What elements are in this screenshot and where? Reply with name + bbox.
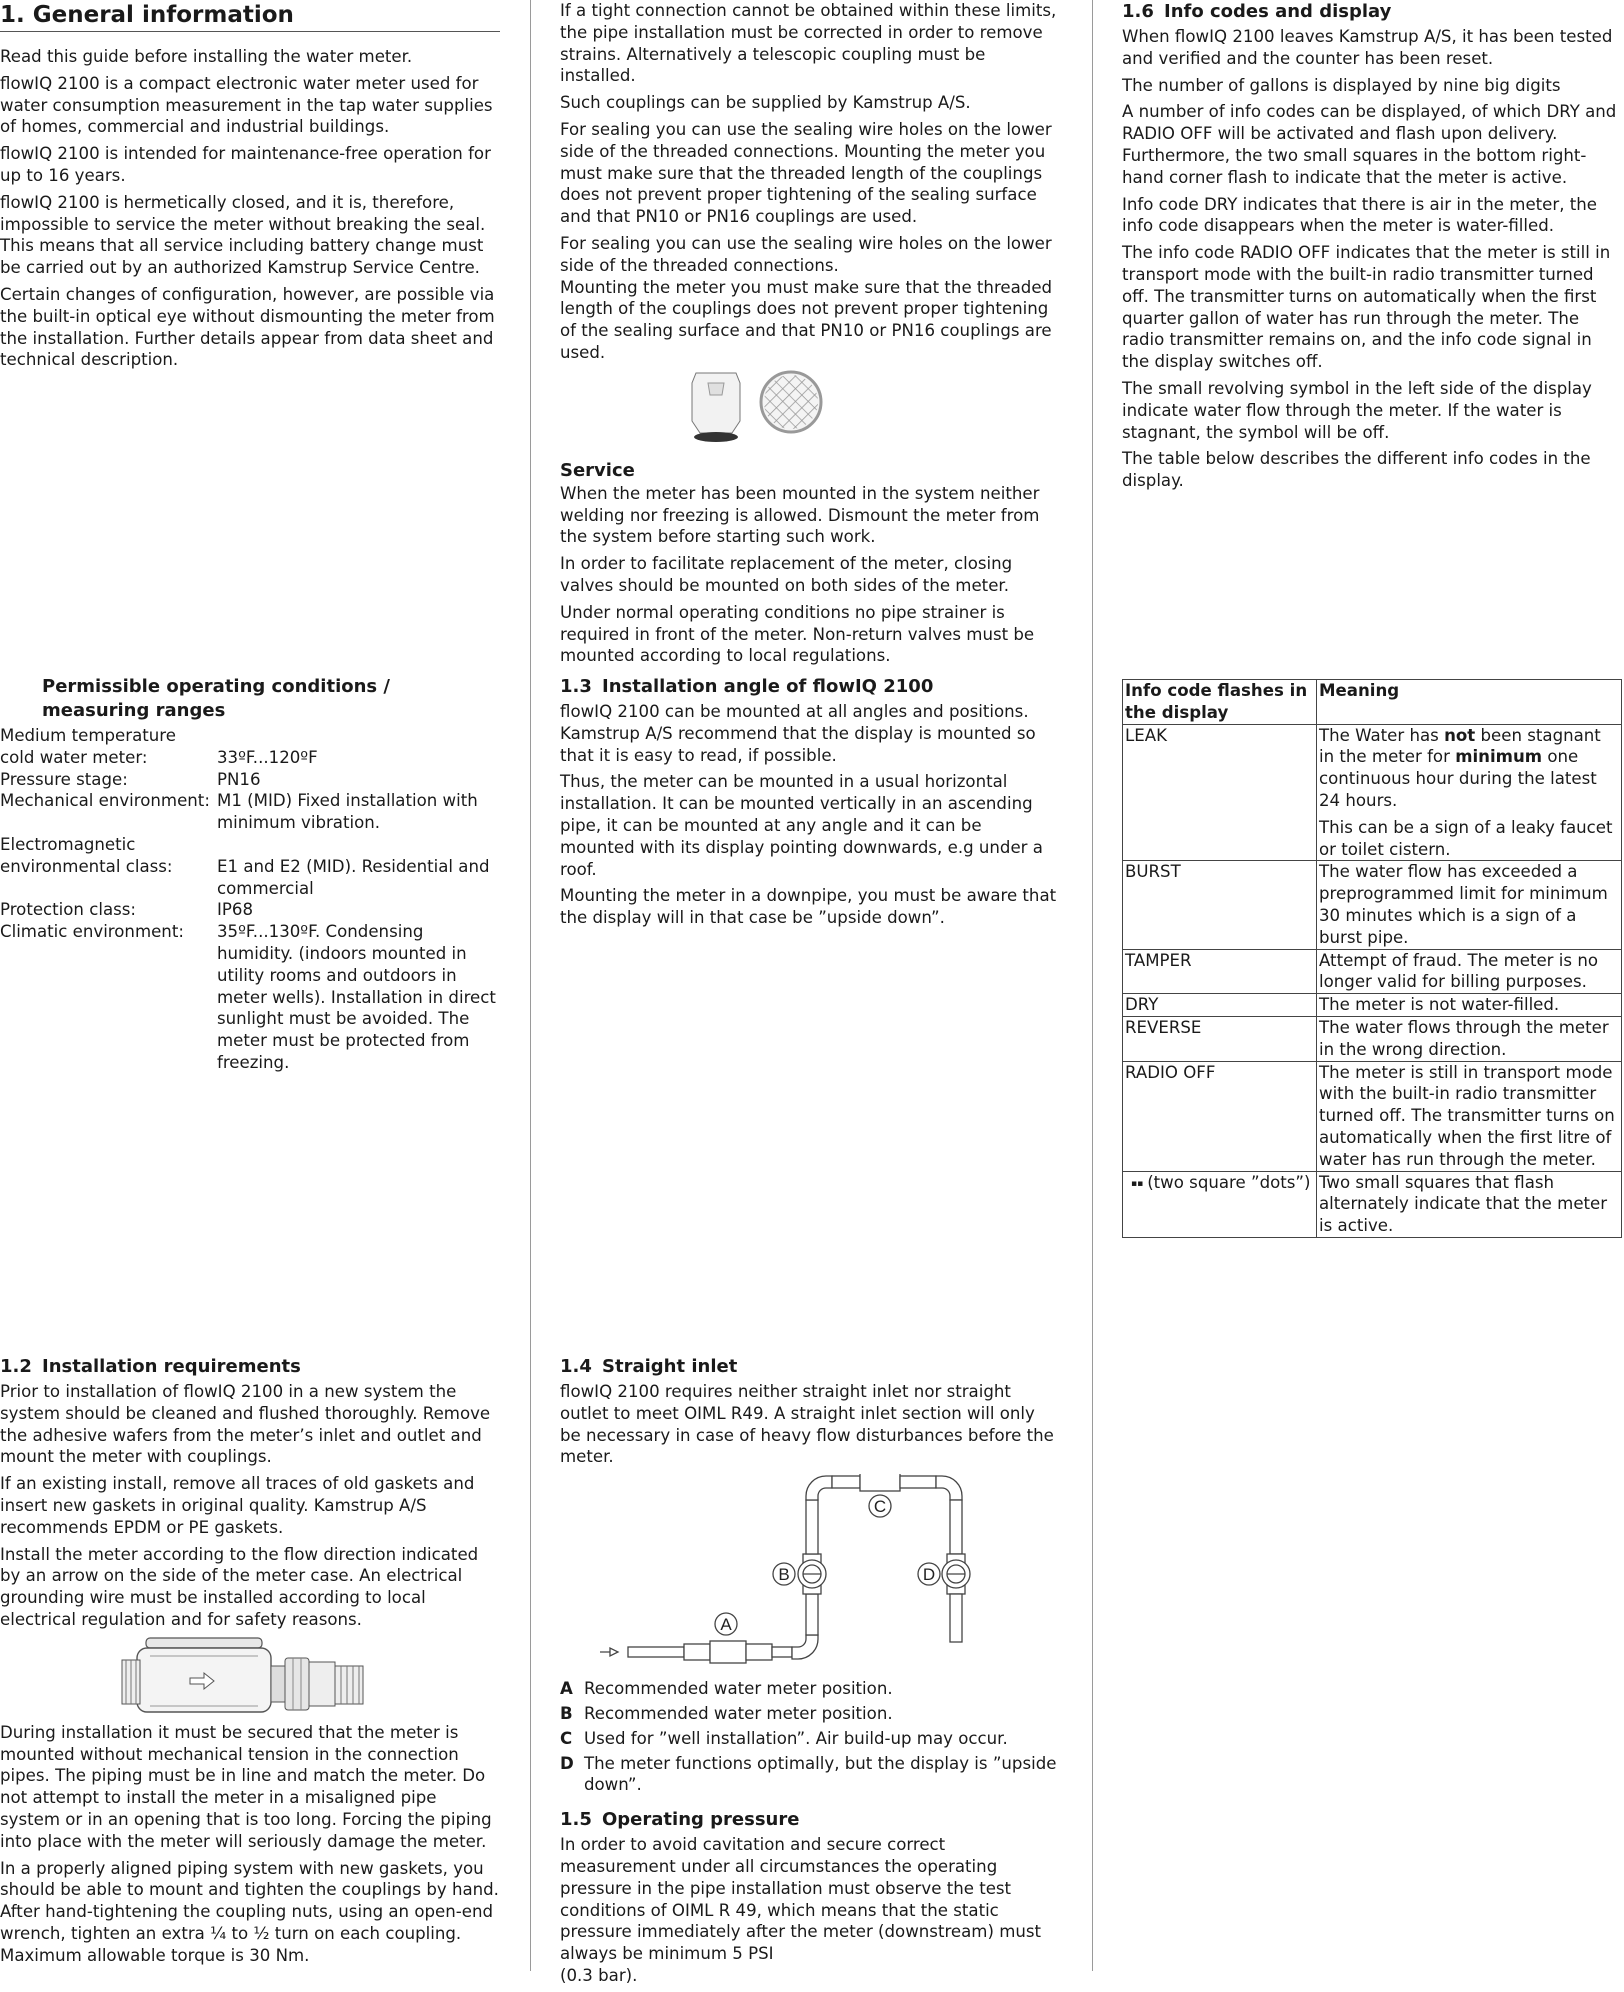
section-heading: 1.6 Info codes and display [1122,1,1392,22]
info-meaning: The water flow has exceeded a preprogrammed limit for minimum 30 minutes which is a sign of a burst pipe. [1317,861,1622,949]
section-general-information [0,0,500,376]
paragraph: Such couplings can be supplied by Kamstrup A/S. [560,93,971,113]
table-row [1123,724,1622,861]
paragraph: If an existing install, remove all traces of old gaskets and insert new gaskets in original quality. Kamstrup A/S recommends EPDM or PE gaskets. [0,1474,475,1537]
info-meaning: Two small squares that flash alternately indicate that the meter is active. [1317,1171,1622,1237]
page-title: 1. General information [0,0,500,32]
info-codes-table [1122,679,1622,1238]
paragraph: The small revolving symbol in the left side of the display indicate water flow through the meter. If the water is stagnant, the symbol will be off. [1122,378,1592,442]
column-left [0,0,500,1971]
section-1-4 [560,1355,1060,1992]
info-meaning: Attempt of fraud. The meter is no longer valid for billing purposes. [1317,949,1622,994]
diagram-label-b: B [778,1565,790,1585]
table-row [1123,861,1622,949]
condition-value: 35ºF...130ºF. Condensing humidity. (indoors mounted in utility rooms and outdoors in meter wells). Installation in direct sunlight must be avoided. The meter must be protected from freezing. [217,922,496,1072]
paragraph: If a tight connection cannot be obtained within these limits, the pipe installation must be corrected in order to remove strains. Alternatively a telescopic coupling must be installed. [560,1,1057,86]
section-1-6 [1122,0,1622,497]
section-1-2 [0,1355,500,1972]
condition-label: Climatic environment: [0,922,184,942]
paragraph: The info code RADIO OFF indicates that the meter is still in transport mode with the built-in radio transmitter turned off. The transmitter turns on automatically when the first quarter gallon of water has run through the meter. The radio transmitter remains on, and the info code signal in the display switches off. [1122,243,1611,372]
meaning-text: The Water has not been stagnant in the meter for minimum one continuous hour during the latest 24 hours. [1319,725,1601,810]
column-divider-left [530,0,531,1971]
operating-conditions-list [0,725,500,1074]
straight-inlet-diagram [560,1474,1060,1674]
info-code: BURST [1123,861,1317,949]
column-middle [560,0,1060,1985]
column-divider-right [1092,0,1093,1971]
section-1-1 [0,675,500,1074]
info-code: ▪▪ (two square ”dots”) [1123,1171,1317,1237]
legend-key: B [560,1703,573,1723]
condition-value: M1 (MID) Fixed installation with minimum vibration. [217,791,478,833]
diagram-label-d: D [922,1565,936,1585]
info-meaning: The water flows through the meter in the wrong direction. [1317,1016,1622,1061]
paragraph: Under normal operating conditions no pipe strainer is required in front of the meter. Non-return valves must be mounted according to local regulations. [560,602,1035,666]
intro-text [0,46,500,371]
legend-text: Recommended water meter position. [584,1703,893,1723]
paragraph: Thus, the meter can be mounted in a usual horizontal installation. It can be mounted vertically in an ascending pipe, it can be mounted at any angle and it can be mounted with its display pointing downwards, e.g under a roof. [560,772,1043,879]
condition-label: environmental class: [0,856,173,876]
paragraph: During installation it must be secured that the meter is mounted without mechanical tension in the connection pipes. The piping must be in line and match the meter. Do not attempt to install the meter in a misaligned pipe system or in an opening that is too long. Forcing the piping into place with the meter will seriously damage the meter. [0,1722,492,1851]
condition-value: IP68 [217,900,254,920]
condition-value: E1 and E2 (MID). Residential and commercial [217,856,490,898]
paragraph: flowIQ 2100 can be mounted at all angles and positions. Kamstrup A/S recommend that the display is mounted so that it is easy to read, if possible. [560,702,1036,765]
service-heading: Service [560,459,635,481]
meaning-text: This can be a sign of a leaky faucet or toilet cistern. [1319,817,1613,859]
info-code: LEAK [1123,724,1317,861]
table-row [1123,1171,1622,1237]
legend-key: A [560,1679,573,1699]
condition-label: Medium temperature [0,726,176,745]
paragraph: For sealing you can use the sealing wire holes on the lower side of the threaded connections. Mounting the meter you must make sure that the threaded length of the couplings does not prevent proper tightening of the sealing surface and that PN10 or PN16 couplings are used. [560,233,1053,362]
paragraph: flowIQ 2100 is intended for maintenance-free operation for up to 16 years. [0,144,491,185]
info-code: TAMPER [1123,949,1317,994]
paragraph: When the meter has been mounted in the system neither welding nor freezing is allowed. Dismount the meter from the system before starting such work. [560,483,1040,547]
paragraph: For sealing you can use the sealing wire holes on the lower side of the threaded connections. Mounting the meter you must make sure that the threaded length of the couplings does not prevent proper tightening of the sealing surface and that PN10 or PN16 couplings are used. [560,119,1052,227]
paragraph: The table below describes the different info codes in the display. [1122,449,1591,491]
diagram-label-a: A [720,1615,732,1635]
paragraph: flowIQ 2100 is a compact electronic water meter used for water consumption measurement in the tap water supplies of homes, commercial and industrial buildings. [0,73,493,137]
two-dots-icon: ▪▪ [1131,1178,1144,1189]
paragraph: Prior to installation of flowIQ 2100 in a new system the system should be cleaned and flushed thoroughly. Remove the adhesive wafers from the meter’s inlet and outlet and mount the meter with couplings. [0,1382,491,1467]
paragraph: flowIQ 2100 is hermetically closed, and it is, therefore, impossible to service the meter without breaking the seal. This means that all service including battery change must be carried out by an authorized Kamstrup Service Centre. [0,192,486,278]
info-meaning: The meter is still in transport mode with the built-in radio transmitter turned off. The transmitter turns on automatically when the first litre of water has run through the meter. [1317,1061,1622,1171]
condition-label: Pressure stage: [0,769,128,789]
legend-key: D [560,1753,574,1773]
column-right [1122,0,1622,1971]
condition-label: Mechanical environment: [0,791,210,811]
section-heading: 1.5 Operating pressure [560,1809,800,1831]
table-row [1123,1016,1622,1061]
section-heading: 1.2 Installation requirements [0,1356,301,1377]
paragraph: Install the meter according to the flow direction indicated by an arrow on the side of the meter case. An electrical grounding wire must be installed according to local electrical regulation and for safety reasons. [0,1544,479,1629]
table-row [1123,949,1622,994]
section-1-3 [560,675,1060,934]
info-meaning: The meter is not water-filled. [1317,994,1622,1017]
table-row [1123,1061,1622,1171]
paragraph: Certain changes of configuration, however, are possible via the built-in optical eye without dismounting the meter from the installation. Further details appear from data sheet and technical description. [0,284,495,370]
section-heading: 1.3 Installation angle of flowIQ 2100 [560,676,934,697]
diagram-legend [560,1678,1060,1796]
condition-label: Electromagnetic [0,834,136,854]
table-row [1123,994,1622,1017]
condition-value: 33ºF...120ºF [217,747,318,767]
paragraph: In a properly aligned piping system with new gaskets, you should be able to mount and tighten the couplings by hand. After hand-tightening the coupling nuts, using an open-end wrench, tighten an extra ¼ to ½ turn on each coupling. Maximum allowable torque is 30 Nm. [0,1858,499,1965]
paragraph: In order to facilitate replacement of the meter, closing valves should be mounted on both sides of the meter. [560,554,1013,595]
info-code: REVERSE [1123,1016,1317,1061]
condition-value [217,834,500,856]
condition-label: cold water meter: [0,747,148,767]
section-heading: Permissible operating conditions / measuring ranges [42,676,390,721]
legend-text: Used for ”well installation”. Air build-up may occur. [584,1728,1008,1748]
info-codes-table-block [1122,679,1622,1238]
info-code: DRY [1123,994,1317,1017]
section-heading: 1.4 Straight inlet [560,1356,738,1377]
section-couplings [560,0,1060,672]
paragraph: The number of gallons is displayed by nine big digits [1122,75,1561,95]
paragraph: flowIQ 2100 requires neither straight inlet nor straight outlet to meet OIML R49. A straight inlet section will only be necessary in case of heavy flow disturbances before the meter. [560,1382,1054,1467]
condition-label: Protection class: [0,900,137,920]
diagram-label-c: C [873,1497,887,1517]
paragraph: Read this guide before installing the water meter. [0,47,413,66]
paragraph: Info code DRY indicates that there is air in the meter, the info code disappears when the meter is water-filled. [1122,194,1597,236]
paragraph: A number of info codes can be displayed, of which DRY and RADIO OFF will be activated and flash upon delivery. Furthermore, the two small squares in the bottom right-hand corner flash to indicate that the meter is active. [1122,102,1617,187]
header-info-code: Info code flashes in the display [1123,680,1317,725]
paragraph: Mounting the meter in a downpipe, you must be aware that the display will in that case be ”upside down”. [560,886,1057,928]
info-meaning [1317,724,1622,861]
paragraph: In order to avoid cavitation and secure correct measurement under all circumstances the operating pressure in the pipe installation must observe the test conditions of OIML R 49, which means that the static pressure immediately after the meter (downstream) must always be minimum 5 PSI (0.3 bar). [560,1835,1042,1985]
legend-text: The meter functions optimally, but the display is ”upside down”. [584,1753,1057,1795]
condition-value: PN16 [217,769,261,789]
condition-value [217,725,500,747]
paragraph: When flowIQ 2100 leaves Kamstrup A/S, it has been tested and verified and the counter has been reset. [1122,27,1613,68]
header-meaning: Meaning [1317,680,1622,725]
legend-text: Recommended water meter position. [584,1679,893,1699]
coupling-gaskets-illustration [560,369,1060,459]
info-code: RADIO OFF [1123,1061,1317,1171]
water-meter-illustration [0,1636,500,1722]
legend-key: C [560,1728,573,1748]
table-header-row [1123,680,1622,725]
